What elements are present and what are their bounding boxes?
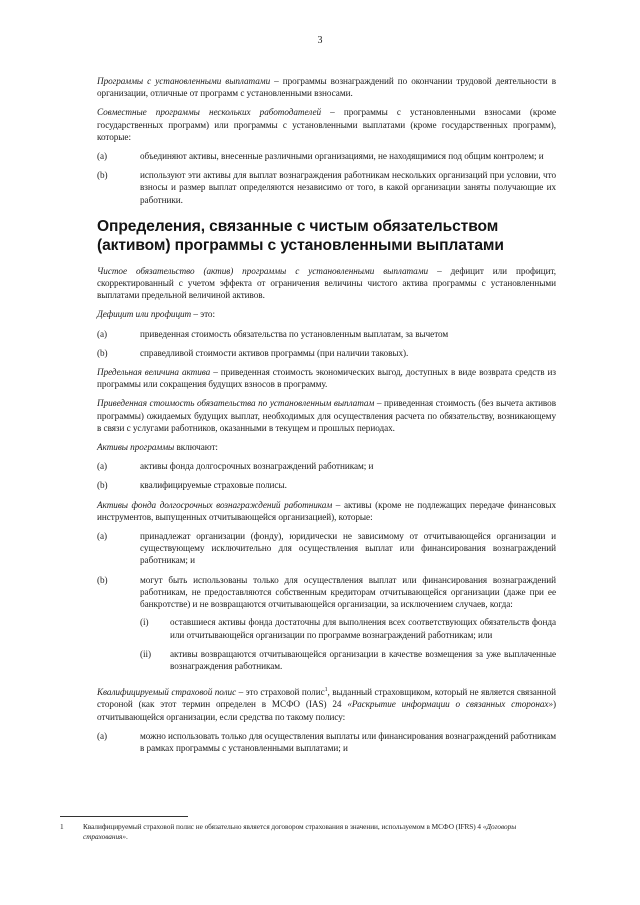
- term: Квалифицируемый страховой полис: [97, 687, 237, 698]
- term: Дефицит или профицит: [97, 309, 192, 320]
- item-text: приведенная стоимость обязательства по установленным выплатам, за вычетом: [140, 328, 449, 339]
- definition-text: включают:: [174, 442, 218, 453]
- paragraph-deficit-surplus: [97, 308, 556, 320]
- list-item: [97, 347, 556, 359]
- footnote-divider: [60, 816, 188, 817]
- item-text: можно использовать только для осуществления выплаты или финансирования вознаграждений работникам в рамках программы с установленными выплатами; и: [140, 730, 556, 753]
- footnote: [60, 822, 560, 842]
- list-item: [97, 530, 556, 567]
- item-body: [140, 574, 556, 679]
- list-item: [97, 169, 556, 206]
- footnote-text: [83, 822, 560, 842]
- section-heading: Определения, связанные с чистым обязательством (активом) программы с установленными выплатами: [97, 217, 504, 254]
- footnote-mark: 1: [60, 822, 64, 831]
- item-label: (a): [97, 461, 108, 472]
- definition-text: – приведенная стоимость (без вычета активов программы) ожидаемых будущих выплат, необходимых для осуществления расчета по обязательству, возникающему в связи с услугами работников, оказанными в текущем и прошлых периодах.: [97, 398, 556, 433]
- standard-reference: «Раскрытие информации о связанных сторонах»: [347, 699, 553, 710]
- footnote-body: Квалифицируемый страховой полис не обязательно является договором страхования в значении, используемом в МСФО (IFRS) 4: [83, 822, 483, 831]
- sub-list-item: [140, 648, 556, 672]
- list-item: [97, 328, 556, 340]
- footnote-reference-title: «Договоры страхования»: [83, 822, 517, 841]
- sub-item-label: (ii): [140, 648, 152, 659]
- term: Предельная величина актива: [97, 367, 211, 378]
- term: Программы с установленными выплатами: [97, 76, 271, 86]
- footnote-reference[interactable]: 1: [324, 687, 328, 694]
- item-label: (a): [97, 328, 108, 339]
- paragraph-net-liability: [97, 265, 556, 302]
- item-label: (b): [97, 574, 108, 585]
- item-label: (a): [97, 151, 108, 162]
- item-text: активы фонда долгосрочных вознаграждений работникам; и: [140, 461, 374, 472]
- footnote-end: .: [126, 832, 128, 841]
- paragraph-fund-assets: [97, 499, 556, 523]
- page-number: 3: [317, 35, 323, 46]
- list-item: [97, 479, 556, 491]
- definition-text: – активы (кроме не подлежащих передаче финансовых инструментов, выпущенных отчитывающейся организацией), которые:: [97, 499, 556, 522]
- list-item: [97, 574, 556, 679]
- sub-item-text: оставшиеся активы фонда достаточны для выполнения всех соответствующих обязательств фонда или отчитывающейся организации по программе вознаграждений работникам; или: [170, 617, 556, 640]
- list-item: [97, 730, 556, 754]
- term: Чистое обязательство (актив) программы с установленными выплатами: [97, 265, 429, 276]
- paragraph-qualifying-policy: [97, 686, 556, 723]
- definition-text: – это:: [191, 309, 215, 320]
- term: Активы фонда долгосрочных вознаграждений работникам: [97, 499, 333, 510]
- sub-list-item: [140, 616, 556, 640]
- item-text: справедливой стоимости активов программы (при наличии таковых).: [140, 347, 409, 358]
- paragraph-present-value: [97, 397, 556, 434]
- item-label: (a): [97, 730, 108, 741]
- paragraph-asset-ceiling: [97, 366, 556, 390]
- list-item: [97, 150, 556, 162]
- definition-text: – дефицит или профицит, скорректированный с учетом эффекта от ограничения величины чистого актива программы с установленными выплатами предельной величиной активов.: [97, 265, 556, 301]
- item-label: (b): [97, 347, 108, 358]
- sub-item-text: активы возвращаются отчитывающейся организации в качестве возмещения за уже выплаченные вознаграждения работникам.: [170, 648, 556, 671]
- definition-text: – приведенная стоимость экономических выгод, доступных в виде возврата средств из программы или сокращения будущих взносов в программу.: [97, 367, 556, 390]
- item-label: (b): [97, 480, 108, 491]
- item-label: (b): [97, 170, 108, 181]
- item-text: принадлежат организации (фонду), юридически не зависимому от отчитывающейся организации и существующему исключительно для осуществления выплат или финансирования вознаграждений работникам; и: [140, 531, 556, 566]
- item-label: (a): [97, 531, 108, 542]
- item-text: используют эти активы для выплат вознаграждения работникам нескольких организаций при условии, что взносы и размер выплат определяются независимо от того, в какой организации заняты получающие их работники.: [140, 170, 556, 205]
- definition-text: – программы с установленными взносами (кроме государственных программ) или программы с установленными выплатами (кроме государственных программ), которые:: [97, 107, 556, 142]
- sub-item-label: (i): [140, 617, 149, 628]
- definition-text: , выданный страховщиком, который не является связанной стороной (как этот термин определен в МСФО (IAS) 24: [97, 687, 556, 710]
- list-item: [97, 460, 556, 472]
- definition-text: – это страховой полис: [236, 687, 325, 698]
- item-text: могут быть использованы только для осуществления выплат или финансирования вознаграждений работникам, не предоставляются собственным кредиторам отчитывающейся организации (даже при ее банкротстве) и не возвращаются отчитывающейся организации, за исключением случаев, когда:: [140, 574, 556, 610]
- document-body: [97, 75, 556, 761]
- item-text: квалифицируемые страховые полисы.: [140, 480, 287, 491]
- paragraph-defined-benefit-plans: [97, 75, 556, 99]
- term: Активы программы: [97, 442, 175, 453]
- paragraph-plan-assets: [97, 441, 556, 453]
- definition-text: ) отчитывающейся организации, если средства по такому полису:: [97, 699, 557, 722]
- term: Совместные программы нескольких работодателей: [97, 107, 322, 118]
- item-text: объединяют активы, внесенные различными организациями, не находящимися под общим контролем; и: [140, 151, 544, 162]
- paragraph-multi-employer-plans: [97, 106, 556, 143]
- term: Приведенная стоимость обязательства по установленным выплатам: [97, 398, 375, 409]
- definition-text: – программы вознаграждений по окончании трудовой деятельности в организации, отличные от программ с установленными взносами.: [97, 76, 556, 99]
